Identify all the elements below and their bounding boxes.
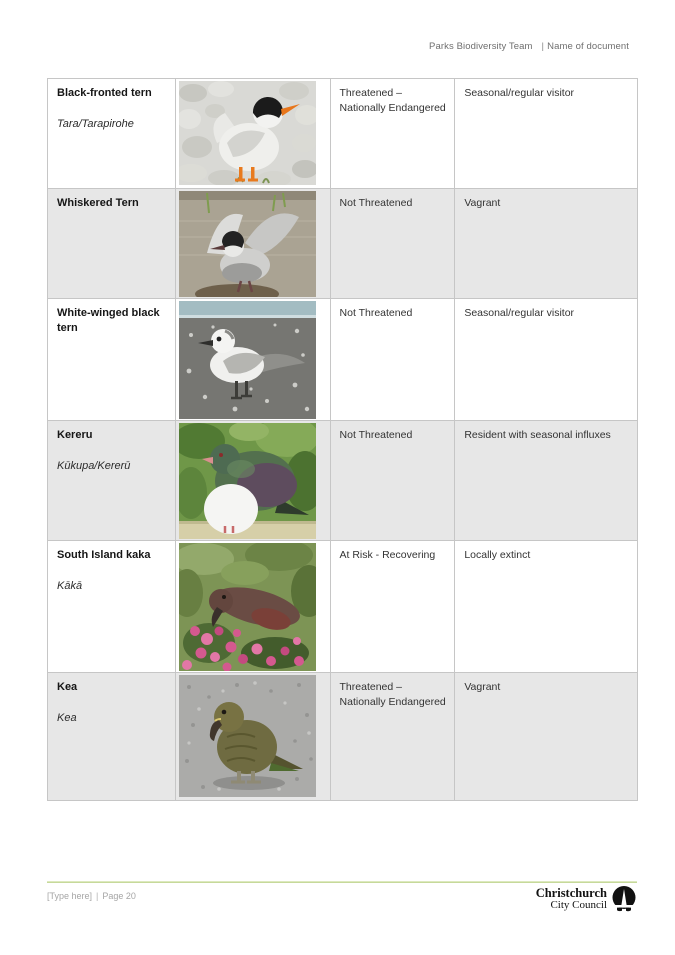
bird-name-cell[interactable] <box>48 299 176 421</box>
bird-photo-cell[interactable] <box>176 299 331 421</box>
threat-status-cell[interactable]: Not Threatened <box>331 189 456 299</box>
threat-status-cell[interactable]: Threatened – Nationally Endangered <box>331 673 456 801</box>
bird-common-name: Kereru <box>57 429 93 441</box>
header-separator: | <box>541 41 545 52</box>
bird-common-name: Kea <box>57 681 78 693</box>
residency-cell[interactable]: Resident with seasonal influxes <box>455 421 638 541</box>
threat-status-cell[interactable]: Threatened – Nationally Endangered <box>331 79 456 189</box>
type-here-placeholder[interactable]: [Type here] <box>47 891 93 901</box>
whiskered-tern-photo <box>179 191 316 297</box>
bird-common-name: Whiskered Tern <box>57 197 139 209</box>
bird-maori-name: Kākā <box>57 579 83 592</box>
bird-photo-cell[interactable] <box>176 79 331 189</box>
table-row <box>48 673 638 801</box>
page-footer <box>47 891 136 901</box>
residency-cell[interactable]: Locally extinct <box>455 541 638 673</box>
table-row <box>48 299 638 421</box>
header-doc-name: Name of document <box>547 41 629 52</box>
kereru-photo <box>179 423 316 539</box>
bird-photo-cell[interactable] <box>176 673 331 801</box>
header-team-name: Parks Biodiversity Team <box>429 41 533 52</box>
bird-name-cell[interactable] <box>48 541 176 673</box>
footer-separator: | <box>96 891 99 901</box>
threat-status-cell[interactable]: At Risk - Recovering <box>331 541 456 673</box>
bird-name-cell[interactable] <box>48 79 176 189</box>
council-logo-icon <box>611 886 637 913</box>
bird-common-name: South Island kaka <box>57 549 151 561</box>
table-row <box>48 79 638 189</box>
white-winged-black-tern-photo <box>179 301 316 419</box>
bird-maori-name: Kea <box>57 711 77 724</box>
footer-divider-line <box>47 881 637 883</box>
bird-common-name: White-winged black tern <box>57 307 160 334</box>
south-island-kaka-photo <box>179 543 316 671</box>
table-row <box>48 189 638 299</box>
bird-common-name: Black-fronted tern <box>57 87 152 99</box>
bird-name-cell[interactable] <box>48 421 176 541</box>
bird-table <box>47 78 638 801</box>
bird-photo-cell[interactable] <box>176 541 331 673</box>
council-name-line1: Christchurch <box>535 885 607 900</box>
christchurch-city-council-logo <box>536 886 637 913</box>
page-number: Page 20 <box>102 891 136 901</box>
threat-status-cell[interactable]: Not Threatened <box>331 299 456 421</box>
black-fronted-tern-photo <box>179 81 316 185</box>
residency-cell[interactable]: Seasonal/regular visitor <box>455 299 638 421</box>
table-row <box>48 541 638 673</box>
residency-cell[interactable]: Vagrant <box>455 189 638 299</box>
residency-cell[interactable]: Seasonal/regular visitor <box>455 79 638 189</box>
bird-maori-name: Tara/Tarapirohe <box>57 117 134 130</box>
bird-name-cell[interactable] <box>48 673 176 801</box>
page-header[interactable] <box>429 41 629 52</box>
kea-photo <box>179 675 316 797</box>
residency-cell[interactable]: Vagrant <box>455 673 638 801</box>
bird-name-cell[interactable] <box>48 189 176 299</box>
bird-photo-cell[interactable] <box>176 421 331 541</box>
bird-maori-name: Kūkupa/Kererū <box>57 459 131 472</box>
council-name-line2: City Council <box>550 899 607 912</box>
table-row <box>48 421 638 541</box>
threat-status-cell[interactable]: Not Threatened <box>331 421 456 541</box>
bird-photo-cell[interactable] <box>176 189 331 299</box>
council-logo-text <box>536 887 607 912</box>
